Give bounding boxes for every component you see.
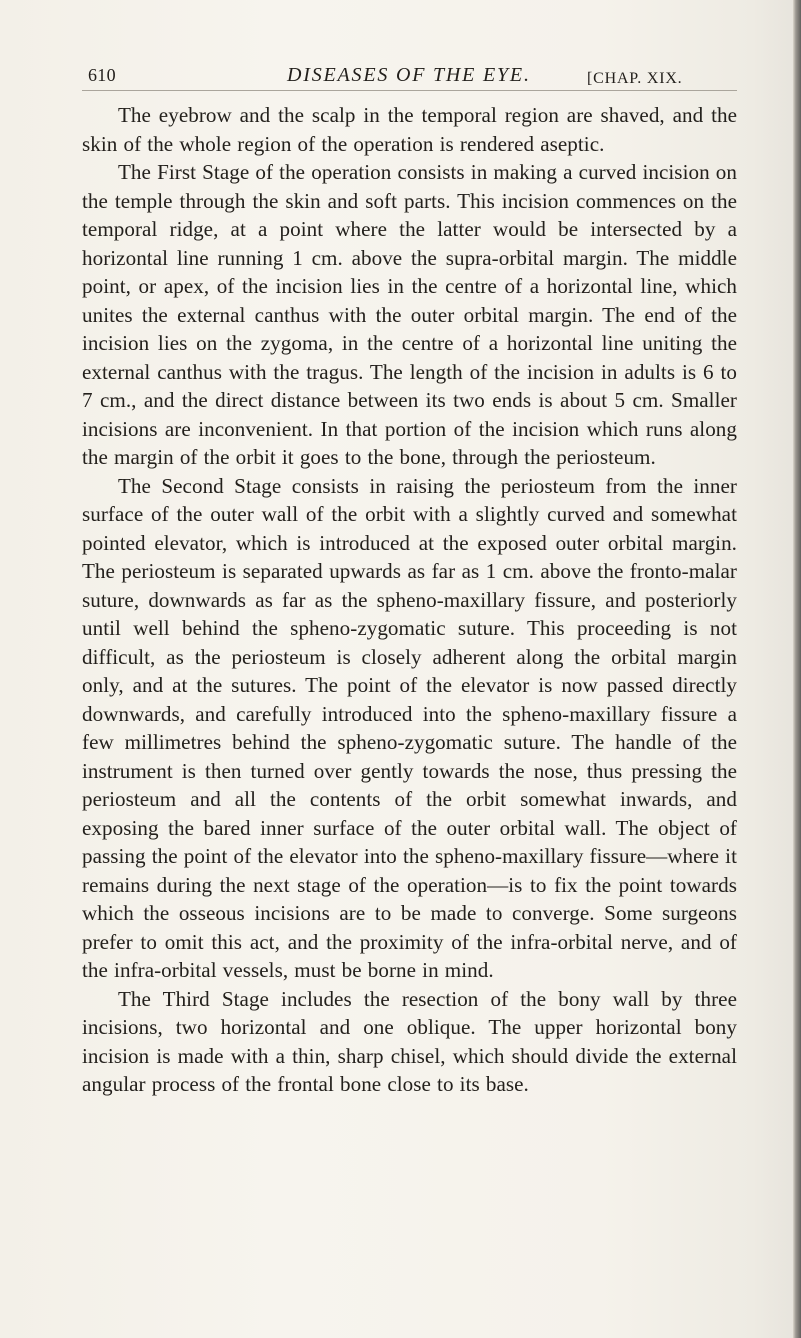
paragraph-first-stage: The First Stage of the operation consists in making a curved incision on the temple through the skin and soft parts. This incision commences on the temporal ridge, at a point where the latter would be intersected by a horizontal line running 1 cm. above the supra-orbital margin. The middle point, or apex, of the incision lies in the centre of a horizontal line, which unites the external canthus with the outer orbital margin. The end of the incision lies on the zygoma, in the centre of a horizontal line uniting the external canthus with the tragus. The length of the incision in adults is 6 to 7 cm., and the direct distance between its two ends is about 5 cm. Smaller incisions are inconvenient. In that portion of the incision which runs along the margin of the orbit it goes to the bone, through the periosteum. bbox=[82, 160, 737, 469]
page-edge-shadow bbox=[793, 0, 801, 1338]
paragraph-second-stage: The Second Stage consists in raising the periosteum from the inner surface of the outer wall of the orbit with a slightly curved and somewhat pointed elevator, which is introduced at the exposed outer orbital margin. The periosteum is separated upwards as far as 1 cm. above the fronto-malar suture, downwards as far as the spheno-maxillary fissure, and posteriorly until well behind the spheno-zygomatic suture. This proceeding is not difficult, as the periosteum is closely adherent along the orbital margin only, and at the sutures. The point of the elevator is now passed directly downwards, and carefully introduced into the spheno-maxillary fissure a few millimetres behind the spheno-zygomatic suture. The handle of the instrument is then turned over gently towards the nose, thus pressing the periosteum and all the contents of the orbit somewhat inwards, and exposing the bared inner surface of the outer orbital wall. The object of passing the point of the elevator into the spheno-maxillary fissure—where it remains during the next stage of the operation—is to fix the point towards which the osseous incisions are to be made to converge. Some surgeons prefer to omit this act, and the proximity of the infra-orbital nerve, and of the infra-orbital vessels, must be borne in mind. bbox=[82, 473, 737, 982]
paragraph-preparation: The eyebrow and the scalp in the temporal region are shaved, and the skin of the whole region of the operation is rendered aseptic. bbox=[82, 103, 737, 156]
page-number: 610 bbox=[88, 65, 116, 85]
chapter-label: [CHAP. XIX. bbox=[587, 70, 683, 87]
header-rule bbox=[82, 90, 737, 91]
body-text bbox=[82, 101, 737, 1099]
paragraph-third-stage: The Third Stage includes the resection of the bony wall by three incisions, two horizontal and one oblique. The upper horizontal bony incision is made with a thin, sharp chisel, which should divide the external angular process of the frontal bone close to its base. bbox=[82, 986, 737, 1096]
page-header bbox=[82, 55, 739, 95]
running-title: DISEASES OF THE EYE. bbox=[287, 64, 531, 86]
